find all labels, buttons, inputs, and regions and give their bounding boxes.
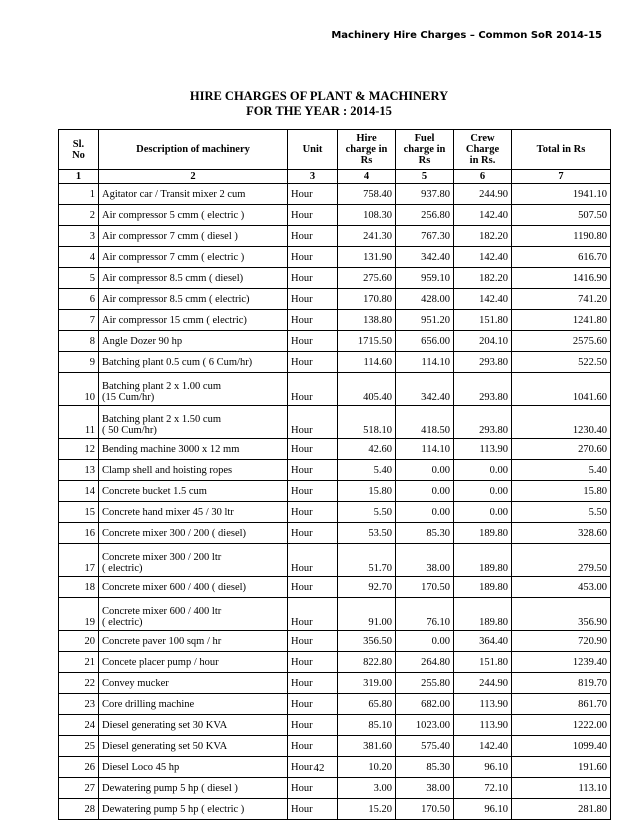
cell-total: 1239.40 xyxy=(512,652,611,673)
cell-fuel-charge: 256.80 xyxy=(396,205,454,226)
table-header-row xyxy=(59,130,611,170)
cell-sl: 25 xyxy=(59,736,99,757)
cell-sl: 21 xyxy=(59,652,99,673)
col-header-crew: Crew Charge in Rs. xyxy=(454,130,512,170)
cell-description: Bending machine 3000 x 12 mm xyxy=(99,439,288,460)
cell-hire-charge: 5.50 xyxy=(338,502,396,523)
cell-hire-charge: 85.10 xyxy=(338,715,396,736)
cell-total: 453.00 xyxy=(512,577,611,598)
cell-unit: Hour xyxy=(288,268,338,289)
cell-crew-charge: 151.80 xyxy=(454,652,512,673)
cell-crew-charge: 189.80 xyxy=(454,577,512,598)
cell-sl: 10 xyxy=(59,373,99,406)
cell-unit: Hour xyxy=(288,652,338,673)
cell-description: Concrete paver 100 sqm / hr xyxy=(99,631,288,652)
cell-hire-charge: 10.20 xyxy=(338,757,396,778)
cell-description: Concrete hand mixer 45 / 30 ltr xyxy=(99,502,288,523)
cell-sl: 1 xyxy=(59,184,99,205)
column-number: 4 xyxy=(338,170,396,184)
col-header-fuel: Fuel charge in Rs xyxy=(396,130,454,170)
cell-total: 281.80 xyxy=(512,799,611,820)
table-row xyxy=(59,715,611,736)
cell-fuel-charge: 38.00 xyxy=(396,544,454,577)
table-row xyxy=(59,310,611,331)
cell-sl: 23 xyxy=(59,694,99,715)
cell-hire-charge: 92.70 xyxy=(338,577,396,598)
cell-hire-charge: 3.00 xyxy=(338,778,396,799)
cell-total: 328.60 xyxy=(512,523,611,544)
table-row xyxy=(59,598,611,631)
cell-fuel-charge: 1023.00 xyxy=(396,715,454,736)
cell-crew-charge: 113.90 xyxy=(454,715,512,736)
col-header-description: Description of machinery xyxy=(99,130,288,170)
cell-total: 1941.10 xyxy=(512,184,611,205)
cell-fuel-charge: 170.50 xyxy=(396,799,454,820)
cell-crew-charge: 182.20 xyxy=(454,226,512,247)
cell-description: Angle Dozer 90 hp xyxy=(99,331,288,352)
cell-fuel-charge: 114.10 xyxy=(396,352,454,373)
cell-sl: 27 xyxy=(59,778,99,799)
cell-fuel-charge: 38.00 xyxy=(396,778,454,799)
cell-total: 1241.80 xyxy=(512,310,611,331)
cell-total: 5.40 xyxy=(512,460,611,481)
cell-sl: 22 xyxy=(59,673,99,694)
cell-hire-charge: 5.40 xyxy=(338,460,396,481)
cell-total: 15.80 xyxy=(512,481,611,502)
cell-description: Diesel generating set 50 KVA xyxy=(99,736,288,757)
cell-unit: Hour xyxy=(288,502,338,523)
cell-sl: 16 xyxy=(59,523,99,544)
cell-crew-charge: 182.20 xyxy=(454,268,512,289)
cell-unit: Hour xyxy=(288,673,338,694)
table-row xyxy=(59,523,611,544)
table-row xyxy=(59,481,611,502)
table-row xyxy=(59,673,611,694)
cell-crew-charge: 0.00 xyxy=(454,502,512,523)
cell-total: 522.50 xyxy=(512,352,611,373)
cell-unit: Hour xyxy=(288,226,338,247)
cell-hire-charge: 65.80 xyxy=(338,694,396,715)
cell-unit: Hour xyxy=(288,631,338,652)
cell-hire-charge: 15.20 xyxy=(338,799,396,820)
cell-sl: 24 xyxy=(59,715,99,736)
cell-total: 507.50 xyxy=(512,205,611,226)
table-row xyxy=(59,736,611,757)
cell-total: 279.50 xyxy=(512,544,611,577)
cell-fuel-charge: 264.80 xyxy=(396,652,454,673)
cell-crew-charge: 142.40 xyxy=(454,205,512,226)
cell-description: Concrete mixer 600 / 400 ( diesel) xyxy=(99,577,288,598)
cell-total: 1222.00 xyxy=(512,715,611,736)
cell-description: Convey mucker xyxy=(99,673,288,694)
cell-crew-charge: 151.80 xyxy=(454,310,512,331)
cell-fuel-charge: 0.00 xyxy=(396,460,454,481)
cell-hire-charge: 822.80 xyxy=(338,652,396,673)
cell-hire-charge: 319.00 xyxy=(338,673,396,694)
cell-total: 191.60 xyxy=(512,757,611,778)
cell-fuel-charge: 959.10 xyxy=(396,268,454,289)
cell-sl: 26 xyxy=(59,757,99,778)
cell-unit: Hour xyxy=(288,352,338,373)
cell-total: 356.90 xyxy=(512,598,611,631)
cell-total: 616.70 xyxy=(512,247,611,268)
cell-sl: 28 xyxy=(59,799,99,820)
cell-crew-charge: 113.90 xyxy=(454,694,512,715)
cell-fuel-charge: 0.00 xyxy=(396,631,454,652)
running-header: Machinery Hire Charges – Common SoR 2014-15 xyxy=(331,30,602,41)
cell-hire-charge: 381.60 xyxy=(338,736,396,757)
column-number-row xyxy=(59,170,611,184)
column-number: 6 xyxy=(454,170,512,184)
cell-hire-charge: 170.80 xyxy=(338,289,396,310)
cell-description: Air compressor 8.5 cmm ( electric) xyxy=(99,289,288,310)
page-number: 42 xyxy=(313,762,325,774)
cell-total: 1230.40 xyxy=(512,406,611,439)
table-row xyxy=(59,778,611,799)
cell-sl: 3 xyxy=(59,226,99,247)
table-row xyxy=(59,226,611,247)
cell-crew-charge: 189.80 xyxy=(454,523,512,544)
table-row xyxy=(59,577,611,598)
table-row xyxy=(59,544,611,577)
cell-description: Air compressor 5 cmm ( electric ) xyxy=(99,205,288,226)
cell-hire-charge: 42.60 xyxy=(338,439,396,460)
cell-unit: Hour xyxy=(288,289,338,310)
cell-crew-charge: 364.40 xyxy=(454,631,512,652)
column-number: 1 xyxy=(59,170,99,184)
cell-description: Air compressor 8.5 cmm ( diesel) xyxy=(99,268,288,289)
cell-total: 1041.60 xyxy=(512,373,611,406)
cell-sl: 2 xyxy=(59,205,99,226)
cell-unit: Hour xyxy=(288,715,338,736)
cell-fuel-charge: 255.80 xyxy=(396,673,454,694)
cell-total: 1099.40 xyxy=(512,736,611,757)
cell-unit: Hour xyxy=(288,598,338,631)
cell-sl: 20 xyxy=(59,631,99,652)
cell-hire-charge: 1715.50 xyxy=(338,331,396,352)
cell-sl: 6 xyxy=(59,289,99,310)
column-number: 7 xyxy=(512,170,611,184)
cell-sl: 4 xyxy=(59,247,99,268)
table-row xyxy=(59,406,611,439)
col-header-sl: Sl. No xyxy=(59,130,99,170)
cell-unit: Hour xyxy=(288,757,338,778)
col-header-hire: Hire charge in Rs xyxy=(338,130,396,170)
cell-unit: Hour xyxy=(288,373,338,406)
cell-hire-charge: 51.70 xyxy=(338,544,396,577)
cell-crew-charge: 113.90 xyxy=(454,439,512,460)
cell-description: Batching plant 0.5 cum ( 6 Cum/hr) xyxy=(99,352,288,373)
cell-description: Air compressor 7 cmm ( diesel ) xyxy=(99,226,288,247)
cell-description: Air compressor 7 cmm ( electric ) xyxy=(99,247,288,268)
table-row xyxy=(59,631,611,652)
table-row xyxy=(59,439,611,460)
cell-unit: Hour xyxy=(288,694,338,715)
cell-sl: 8 xyxy=(59,331,99,352)
cell-total: 861.70 xyxy=(512,694,611,715)
cell-unit: Hour xyxy=(288,184,338,205)
cell-description: Diesel Loco 45 hp xyxy=(99,757,288,778)
cell-sl: 5 xyxy=(59,268,99,289)
cell-description: Batching plant 2 x 1.50 cum ( 50 Cum/hr) xyxy=(99,406,288,439)
table-row xyxy=(59,184,611,205)
cell-unit: Hour xyxy=(288,778,338,799)
cell-total: 819.70 xyxy=(512,673,611,694)
cell-description: Concrete mixer 300 / 200 ltr ( electric) xyxy=(99,544,288,577)
cell-crew-charge: 0.00 xyxy=(454,481,512,502)
cell-fuel-charge: 937.80 xyxy=(396,184,454,205)
cell-crew-charge: 204.10 xyxy=(454,331,512,352)
cell-unit: Hour xyxy=(288,205,338,226)
cell-crew-charge: 72.10 xyxy=(454,778,512,799)
column-number: 5 xyxy=(396,170,454,184)
column-number: 2 xyxy=(99,170,288,184)
cell-total: 270.60 xyxy=(512,439,611,460)
cell-unit: Hour xyxy=(288,310,338,331)
cell-crew-charge: 293.80 xyxy=(454,406,512,439)
cell-sl: 14 xyxy=(59,481,99,502)
document-title: HIRE CHARGES OF PLANT & MACHINERY xyxy=(189,89,449,103)
cell-fuel-charge: 0.00 xyxy=(396,502,454,523)
cell-crew-charge: 142.40 xyxy=(454,289,512,310)
cell-sl: 9 xyxy=(59,352,99,373)
cell-unit: Hour xyxy=(288,460,338,481)
table-row xyxy=(59,352,611,373)
cell-sl: 7 xyxy=(59,310,99,331)
cell-hire-charge: 405.40 xyxy=(338,373,396,406)
cell-fuel-charge: 114.10 xyxy=(396,439,454,460)
cell-hire-charge: 356.50 xyxy=(338,631,396,652)
table-row xyxy=(59,502,611,523)
cell-unit: Hour xyxy=(288,523,338,544)
cell-fuel-charge: 575.40 xyxy=(396,736,454,757)
cell-unit: Hour xyxy=(288,577,338,598)
cell-crew-charge: 96.10 xyxy=(454,799,512,820)
cell-crew-charge: 189.80 xyxy=(454,598,512,631)
cell-description: Air compressor 15 cmm ( electric) xyxy=(99,310,288,331)
cell-sl: 12 xyxy=(59,439,99,460)
cell-total: 741.20 xyxy=(512,289,611,310)
table-row xyxy=(59,268,611,289)
cell-description: Concete placer pump / hour xyxy=(99,652,288,673)
cell-sl: 18 xyxy=(59,577,99,598)
cell-hire-charge: 15.80 xyxy=(338,481,396,502)
cell-description: Concrete mixer 600 / 400 ltr ( electric) xyxy=(99,598,288,631)
cell-unit: Hour xyxy=(288,799,338,820)
cell-description: Concrete mixer 300 / 200 ( diesel) xyxy=(99,523,288,544)
table-row xyxy=(59,331,611,352)
cell-total: 113.10 xyxy=(512,778,611,799)
col-header-total: Total in Rs xyxy=(512,130,611,170)
cell-fuel-charge: 85.30 xyxy=(396,757,454,778)
table-row xyxy=(59,460,611,481)
cell-sl: 11 xyxy=(59,406,99,439)
cell-hire-charge: 131.90 xyxy=(338,247,396,268)
cell-description: Concrete bucket 1.5 cum xyxy=(99,481,288,502)
table-body xyxy=(59,170,611,820)
table-row xyxy=(59,652,611,673)
cell-crew-charge: 142.40 xyxy=(454,247,512,268)
col-header-unit: Unit xyxy=(288,130,338,170)
cell-crew-charge: 244.90 xyxy=(454,184,512,205)
cell-sl: 19 xyxy=(59,598,99,631)
cell-fuel-charge: 428.00 xyxy=(396,289,454,310)
cell-description: Clamp shell and hoisting ropes xyxy=(99,460,288,481)
cell-description: Diesel generating set 30 KVA xyxy=(99,715,288,736)
cell-fuel-charge: 418.50 xyxy=(396,406,454,439)
cell-fuel-charge: 682.00 xyxy=(396,694,454,715)
cell-fuel-charge: 767.30 xyxy=(396,226,454,247)
cell-sl: 15 xyxy=(59,502,99,523)
cell-crew-charge: 142.40 xyxy=(454,736,512,757)
cell-crew-charge: 293.80 xyxy=(454,352,512,373)
cell-description: Agitator car / Transit mixer 2 cum xyxy=(99,184,288,205)
cell-crew-charge: 96.10 xyxy=(454,757,512,778)
table-row xyxy=(59,694,611,715)
cell-description: Core drilling machine xyxy=(99,694,288,715)
cell-unit: Hour xyxy=(288,736,338,757)
cell-unit: Hour xyxy=(288,439,338,460)
cell-hire-charge: 53.50 xyxy=(338,523,396,544)
cell-total: 720.90 xyxy=(512,631,611,652)
cell-fuel-charge: 0.00 xyxy=(396,481,454,502)
cell-unit: Hour xyxy=(288,331,338,352)
cell-description: Batching plant 2 x 1.00 cum (15 Cum/hr) xyxy=(99,373,288,406)
cell-description: Dewatering pump 5 hp ( electric ) xyxy=(99,799,288,820)
cell-fuel-charge: 342.40 xyxy=(396,247,454,268)
cell-hire-charge: 108.30 xyxy=(338,205,396,226)
cell-total: 1190.80 xyxy=(512,226,611,247)
cell-hire-charge: 114.60 xyxy=(338,352,396,373)
cell-fuel-charge: 85.30 xyxy=(396,523,454,544)
column-number: 3 xyxy=(288,170,338,184)
cell-unit: Hour xyxy=(288,406,338,439)
table-row xyxy=(59,373,611,406)
cell-hire-charge: 241.30 xyxy=(338,226,396,247)
table-row xyxy=(59,205,611,226)
cell-sl: 17 xyxy=(59,544,99,577)
cell-total: 5.50 xyxy=(512,502,611,523)
table-row xyxy=(59,247,611,268)
cell-hire-charge: 138.80 xyxy=(338,310,396,331)
cell-hire-charge: 518.10 xyxy=(338,406,396,439)
cell-crew-charge: 293.80 xyxy=(454,373,512,406)
cell-hire-charge: 758.40 xyxy=(338,184,396,205)
cell-unit: Hour xyxy=(288,544,338,577)
cell-unit: Hour xyxy=(288,247,338,268)
cell-fuel-charge: 76.10 xyxy=(396,598,454,631)
cell-total: 1416.90 xyxy=(512,268,611,289)
cell-fuel-charge: 170.50 xyxy=(396,577,454,598)
cell-fuel-charge: 656.00 xyxy=(396,331,454,352)
cell-crew-charge: 0.00 xyxy=(454,460,512,481)
cell-description: Dewatering pump 5 hp ( diesel ) xyxy=(99,778,288,799)
cell-fuel-charge: 342.40 xyxy=(396,373,454,406)
cell-crew-charge: 244.90 xyxy=(454,673,512,694)
cell-fuel-charge: 951.20 xyxy=(396,310,454,331)
cell-unit: Hour xyxy=(288,481,338,502)
document-subtitle: FOR THE YEAR : 2014-15 xyxy=(246,104,392,118)
table-row xyxy=(59,289,611,310)
cell-sl: 13 xyxy=(59,460,99,481)
cell-crew-charge: 189.80 xyxy=(454,544,512,577)
cell-hire-charge: 91.00 xyxy=(338,598,396,631)
table-row xyxy=(59,799,611,820)
cell-total: 2575.60 xyxy=(512,331,611,352)
cell-hire-charge: 275.60 xyxy=(338,268,396,289)
hire-charges-table xyxy=(58,129,611,820)
